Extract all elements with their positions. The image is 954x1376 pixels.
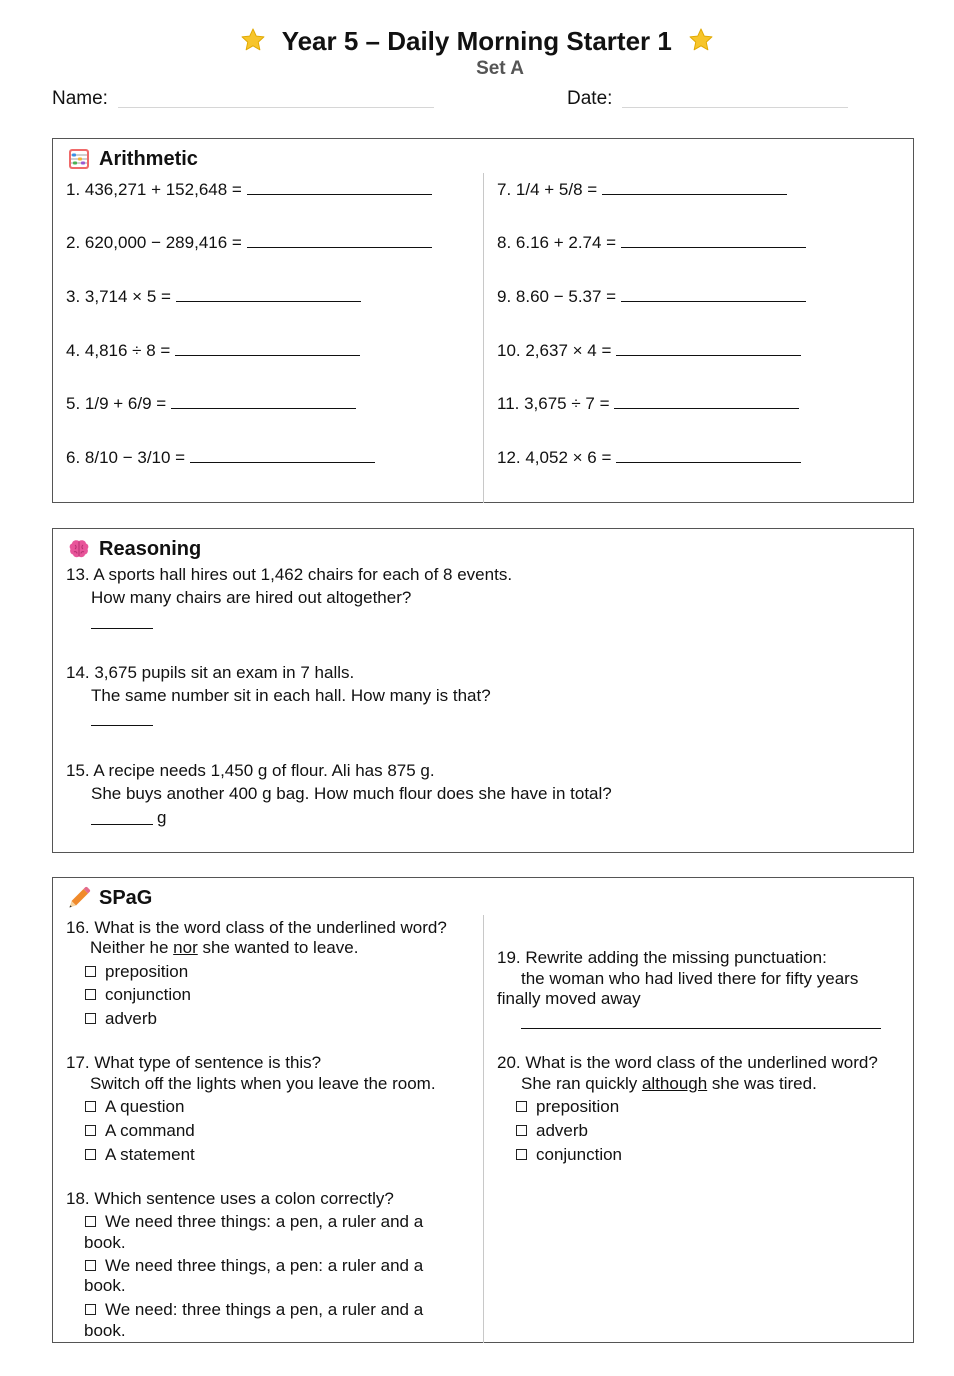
question-14-line-2: The same number sit in each hall. How many is that? xyxy=(91,686,491,705)
answer-blank[interactable] xyxy=(175,340,360,356)
answer-blank[interactable] xyxy=(171,393,356,409)
option-checkbox[interactable]: We need: three things a pen, a ruler and a xyxy=(85,1299,423,1320)
arithmetic-q3: 3. 3,714 × 5 = xyxy=(66,286,361,307)
answer-blank[interactable] xyxy=(616,447,801,463)
question-15-line-2: She buys another 400 g bag. How much flour does she have in total? xyxy=(91,784,612,803)
reasoning-title: Reasoning xyxy=(99,537,202,560)
checkbox-icon[interactable] xyxy=(85,1013,96,1024)
question-20: 20. What is the word class of the underlined word? xyxy=(497,1053,878,1072)
option-checkbox[interactable]: conjunction xyxy=(516,1144,622,1165)
arithmetic-q9: 9. 8.60 − 5.37 = xyxy=(497,286,806,307)
checkbox-icon[interactable] xyxy=(516,1101,527,1112)
answer-line[interactable] xyxy=(521,1028,881,1029)
checkbox-icon[interactable] xyxy=(85,989,96,1000)
star-icon xyxy=(687,26,715,54)
arithmetic-section xyxy=(52,138,914,503)
arithmetic-q6: 6. 8/10 − 3/10 = xyxy=(66,447,375,468)
reasoning-section xyxy=(52,528,914,853)
date-label: Date: xyxy=(567,88,613,109)
checkbox-icon[interactable] xyxy=(85,1101,96,1112)
answer-blank[interactable] xyxy=(91,725,153,726)
unit-label: g xyxy=(157,808,167,827)
title-text: Year 5 – Daily Morning Starter 1 xyxy=(281,26,672,56)
checkbox-icon[interactable] xyxy=(516,1149,527,1160)
answer-blank[interactable] xyxy=(602,179,787,195)
arithmetic-heading xyxy=(67,147,198,171)
column-divider xyxy=(483,915,484,1343)
answer-blank[interactable] xyxy=(621,286,806,302)
question-20-sentence: She ran quickly although she was tired. xyxy=(521,1074,817,1093)
arithmetic-q5: 5. 1/9 + 6/9 = xyxy=(66,393,356,414)
arithmetic-q2: 2. 620,000 − 289,416 = xyxy=(66,232,432,253)
question-19: 19. Rewrite adding the missing punctuation: xyxy=(497,948,827,967)
option-continuation: book. xyxy=(84,1233,126,1252)
checkbox-icon[interactable] xyxy=(85,1125,96,1136)
question-19-line-1: the woman who had lived there for fifty years xyxy=(521,969,859,988)
checkbox-icon[interactable] xyxy=(85,1304,96,1315)
arithmetic-q7: 7. 1/4 + 5/8 = xyxy=(497,179,787,200)
checkbox-icon[interactable] xyxy=(85,1216,96,1227)
option-checkbox[interactable]: preposition xyxy=(85,961,188,982)
option-checkbox[interactable]: We need three things: a pen, a ruler and a xyxy=(85,1211,423,1232)
arithmetic-q4: 4. 4,816 ÷ 8 = xyxy=(66,340,360,361)
option-checkbox[interactable]: preposition xyxy=(516,1096,619,1117)
spag-title: SPaG xyxy=(99,886,153,909)
option-checkbox[interactable]: adverb xyxy=(85,1008,157,1029)
answer-blank[interactable] xyxy=(91,628,153,629)
set-label: Set A xyxy=(476,58,524,79)
pencil-icon xyxy=(67,886,91,910)
question-16-sentence: Neither he nor she wanted to leave. xyxy=(90,938,359,957)
question-19-line-2: finally moved away xyxy=(497,989,641,1008)
checkbox-icon[interactable] xyxy=(516,1125,527,1136)
spag-section xyxy=(52,877,914,1343)
question-17-sentence: Switch off the lights when you leave the room. xyxy=(90,1074,436,1093)
option-continuation: book. xyxy=(84,1321,126,1340)
arithmetic-q11: 11. 3,675 ÷ 7 = xyxy=(497,393,799,414)
checkbox-icon[interactable] xyxy=(85,1149,96,1160)
answer-blank[interactable] xyxy=(616,340,801,356)
answer-blank[interactable] xyxy=(614,393,799,409)
option-checkbox[interactable]: adverb xyxy=(516,1120,588,1141)
checkbox-icon[interactable] xyxy=(85,966,96,977)
reasoning-heading xyxy=(67,537,201,561)
question-13-line-2: How many chairs are hired out altogether? xyxy=(91,588,412,607)
arithmetic-q1: 1. 436,271 + 152,648 = xyxy=(66,179,432,200)
question-16: 16. What is the word class of the underlined word? xyxy=(66,918,447,937)
answer-blank[interactable] xyxy=(621,232,806,248)
option-checkbox[interactable]: A command xyxy=(85,1120,195,1141)
arithmetic-q8: 8. 6.16 + 2.74 = xyxy=(497,232,806,253)
worksheet-title xyxy=(0,26,954,57)
name-field[interactable] xyxy=(118,107,434,108)
question-17: 17. What type of sentence is this? xyxy=(66,1053,322,1072)
date-field[interactable] xyxy=(622,107,848,108)
question-13-line-1: 13. A sports hall hires out 1,462 chairs for each of 8 events. xyxy=(66,565,513,584)
star-icon xyxy=(239,26,267,54)
spag-heading xyxy=(67,886,152,910)
answer-blank[interactable] xyxy=(247,232,432,248)
arithmetic-q12: 12. 4,052 × 6 = xyxy=(497,447,801,468)
arithmetic-q10: 10. 2,637 × 4 = xyxy=(497,340,801,361)
answer-blank[interactable] xyxy=(176,286,361,302)
question-14-line-1: 14. 3,675 pupils sit an exam in 7 halls. xyxy=(66,663,355,682)
column-divider xyxy=(483,173,484,503)
question-18: 18. Which sentence uses a colon correctly? xyxy=(66,1189,394,1208)
option-continuation: book. xyxy=(84,1276,126,1295)
answer-blank[interactable] xyxy=(190,447,375,463)
checkbox-icon[interactable] xyxy=(85,1260,96,1271)
brain-icon xyxy=(67,537,91,561)
arithmetic-title: Arithmetic xyxy=(99,147,198,170)
name-label: Name: xyxy=(52,88,108,109)
option-checkbox[interactable]: A question xyxy=(85,1096,184,1117)
underlined-word: although xyxy=(641,1074,708,1093)
abacus-icon xyxy=(67,147,91,171)
question-15-line-1: 15. A recipe needs 1,450 g of flour. Ali has 875 g. xyxy=(66,761,435,780)
option-checkbox[interactable]: We need three things, a pen: a ruler and a xyxy=(85,1255,423,1276)
option-checkbox[interactable]: conjunction xyxy=(85,984,191,1005)
answer-blank[interactable] xyxy=(247,179,432,195)
underlined-word: nor xyxy=(173,938,198,957)
option-checkbox[interactable]: A statement xyxy=(85,1144,195,1165)
answer-blank[interactable] xyxy=(91,824,153,825)
